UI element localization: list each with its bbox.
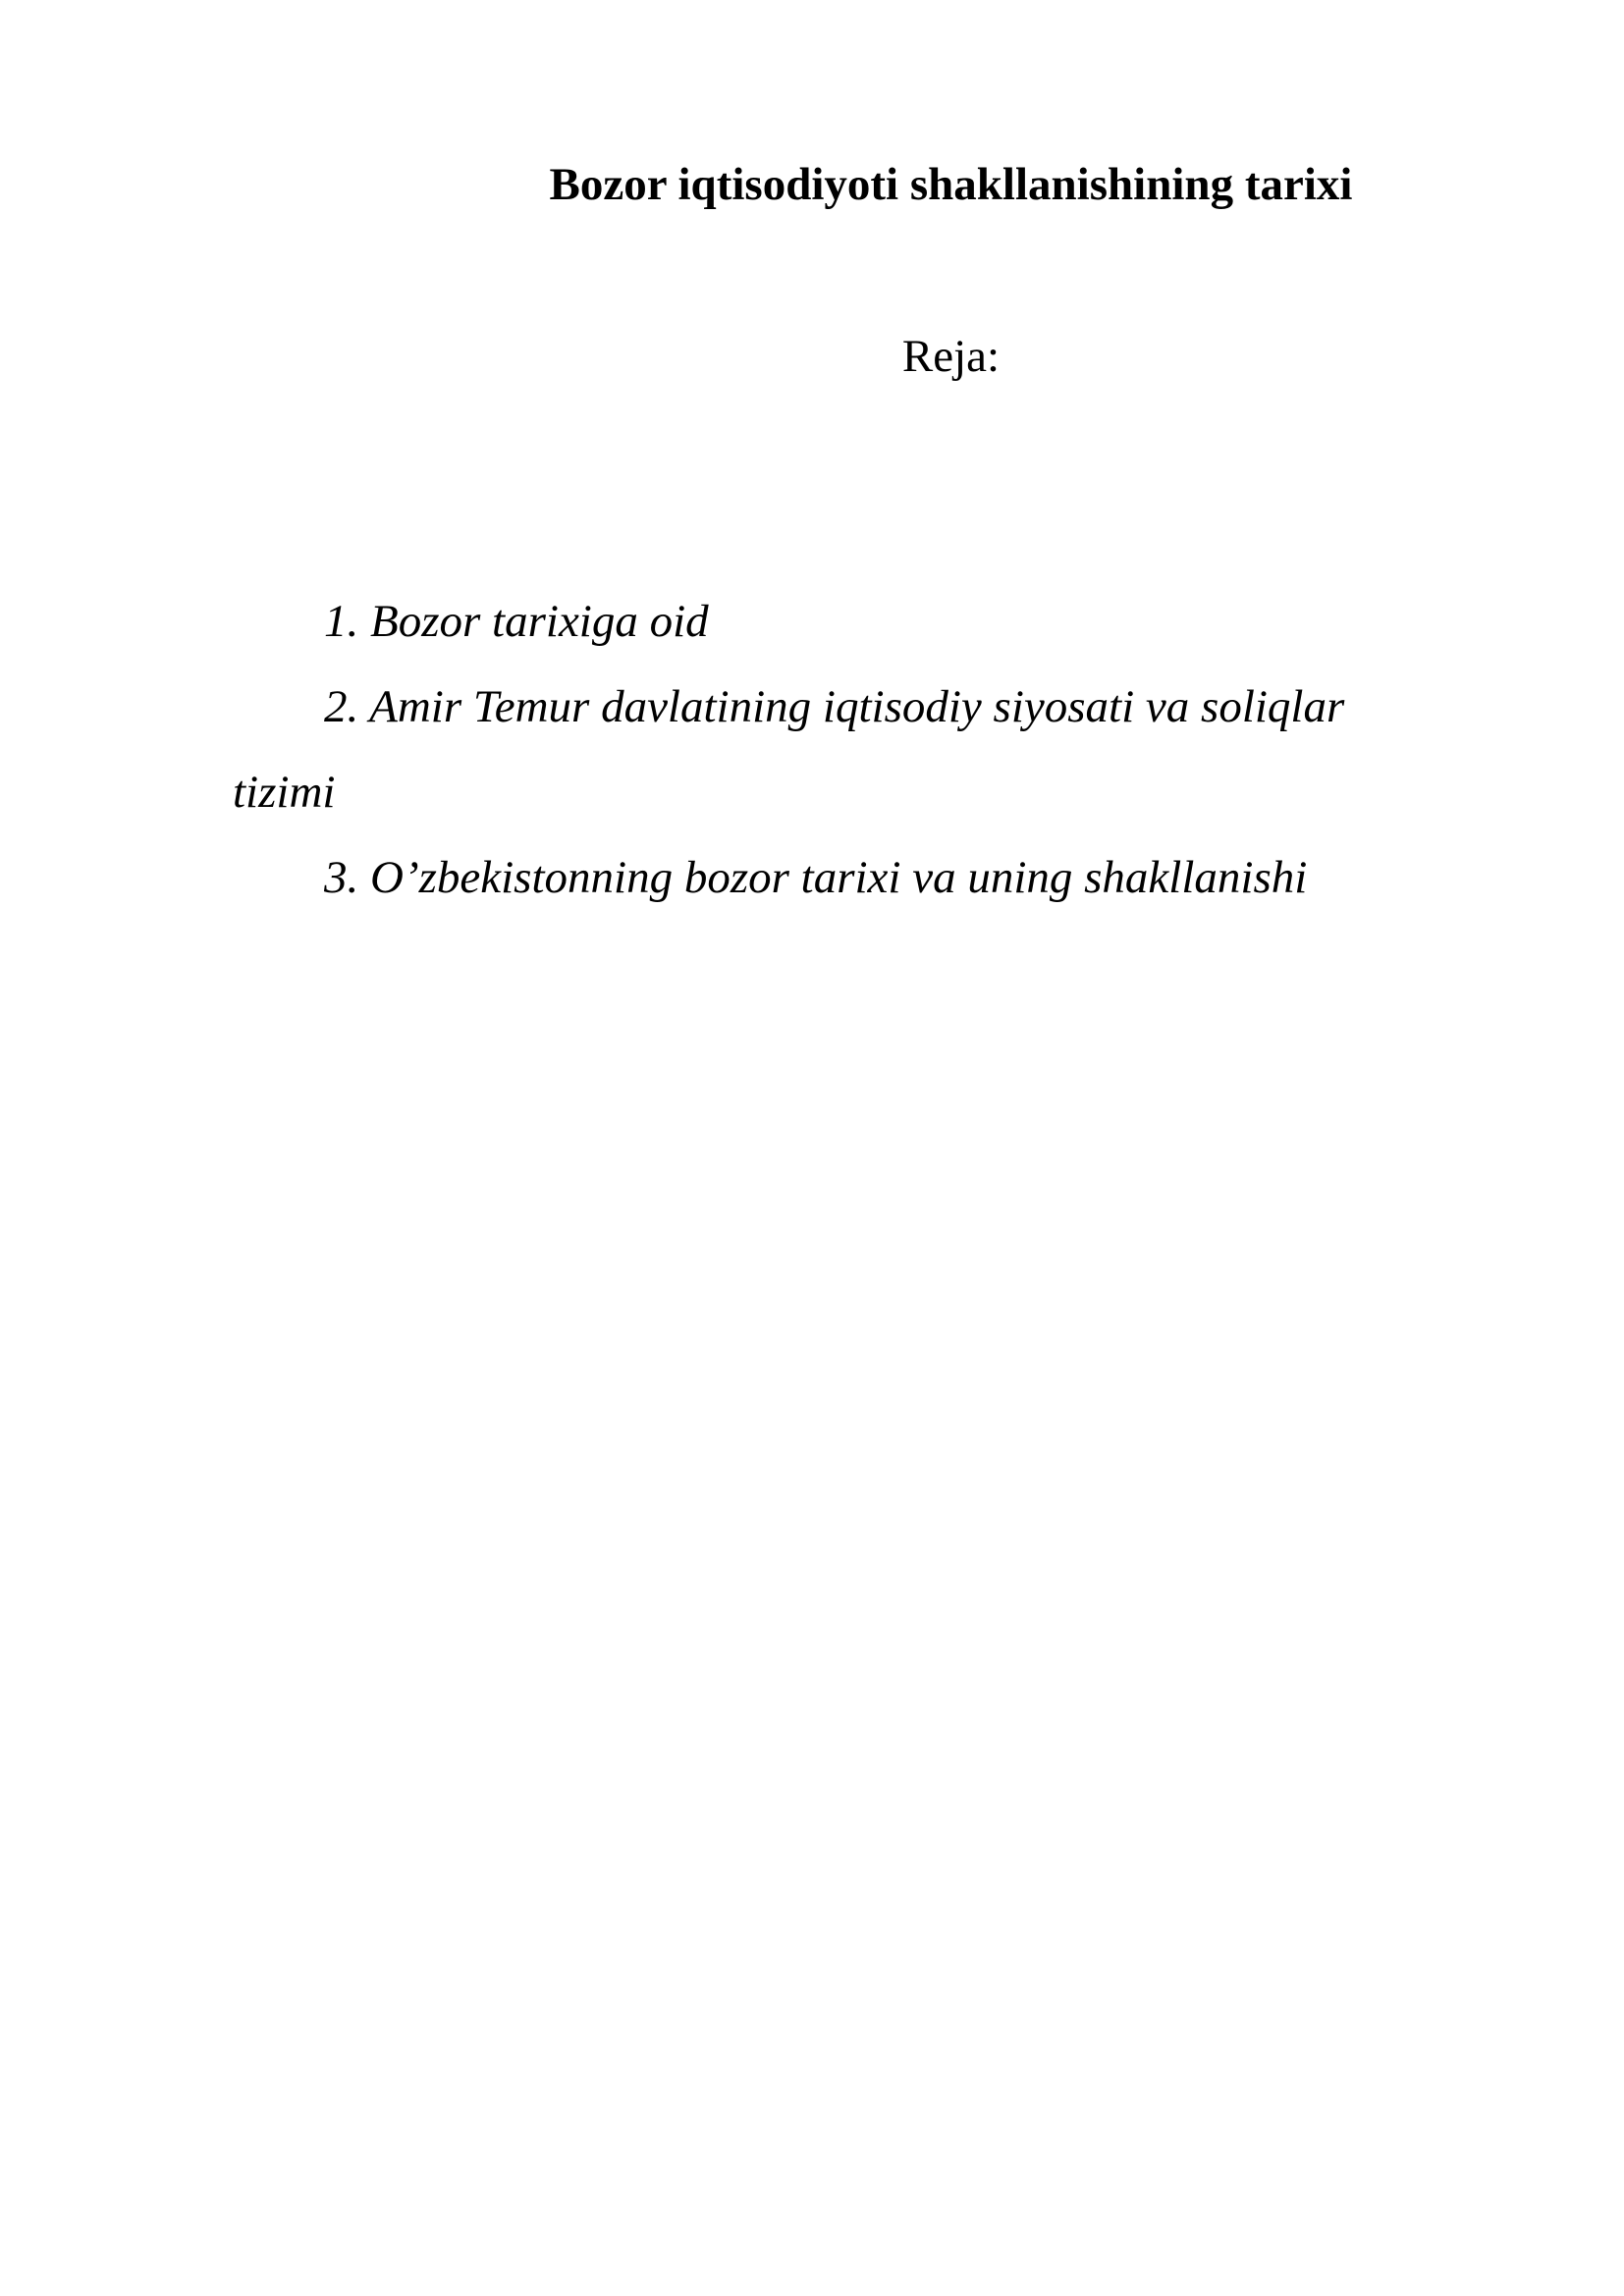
plan-list [233,579,1431,921]
plan-item-1: 1. Bozor tarixiga oid [324,596,709,647]
plan-item-3: 3. O’zbekistonning bozor tarixi va uning shakllanishi [324,852,1308,903]
plan-heading: Reja: [901,331,1001,382]
document-title: Bozor iqtisodiyoti shakllanishining tarixi [549,159,1353,210]
plan-item-2: 2. Amir Temur davlatining iqtisodiy siyosati va soliqlar tizimi [233,681,1345,818]
